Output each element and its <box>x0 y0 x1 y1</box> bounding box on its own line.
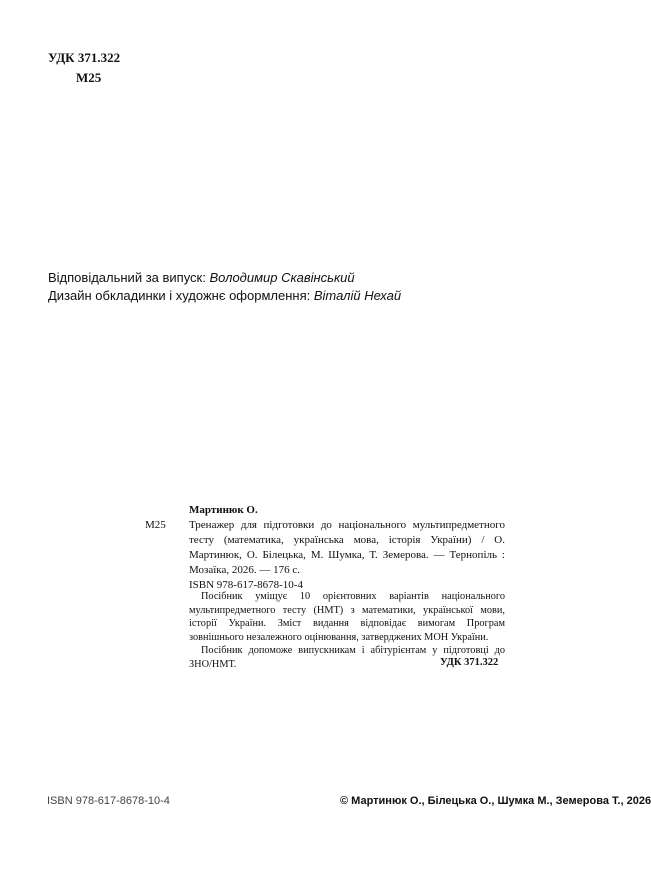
footer-isbn: ISBN 978-617-8678-10-4 <box>47 795 170 807</box>
credits-block <box>48 269 401 305</box>
annotation-paragraph-1: Посібник уміщує 10 орієнтовних варіантів національного мультипредметного тесту (НМТ) з математики, української мови, історії України. Зміст видання відповідає вимогам Програм зовнішнього незалежного оцінювання, затверджених МОН України. <box>189 591 505 643</box>
editor-label: Відповідальний за випуск: <box>48 270 206 285</box>
catalog-row <box>145 518 505 578</box>
footer-copyright: © Мартинюк О., Білецька О., Шумка М., Земерова Т., 2026 <box>340 795 651 807</box>
catalog-isbn: ISBN 978-617-8678-10-4 <box>189 579 303 591</box>
design-name: Віталій Нехай <box>313 288 402 303</box>
catalog-code: М25 <box>145 519 166 531</box>
udk-code: УДК 371.322 <box>48 50 121 65</box>
top-classification <box>48 48 120 88</box>
editor-name: Володимир Скавінський <box>209 270 355 285</box>
annotation-udk: УДК 371.322 <box>440 657 499 668</box>
catalog-card <box>145 503 505 593</box>
design-line <box>48 287 401 305</box>
editor-line <box>48 269 401 287</box>
design-label: Дизайн обкладинки і художнє оформлення: <box>48 288 311 303</box>
catalog-author: Мартинюк О. <box>189 504 258 516</box>
catalog-description: Тренажер для підготовки до національного мультипредметного тесту (математика, українська мова, історія України) / О. Мартинюк, О. Білецька, М. Шумка, Т. Земерова. — Тернопіль : Мозаїка, 2026. — 176 с. <box>189 519 505 576</box>
annotation-paragraph-2: Посібник допоможе випускникам і абітурієнтам у підготовці до ЗНО/НМТ. <box>189 645 505 670</box>
author-mark: М25 <box>76 70 102 85</box>
